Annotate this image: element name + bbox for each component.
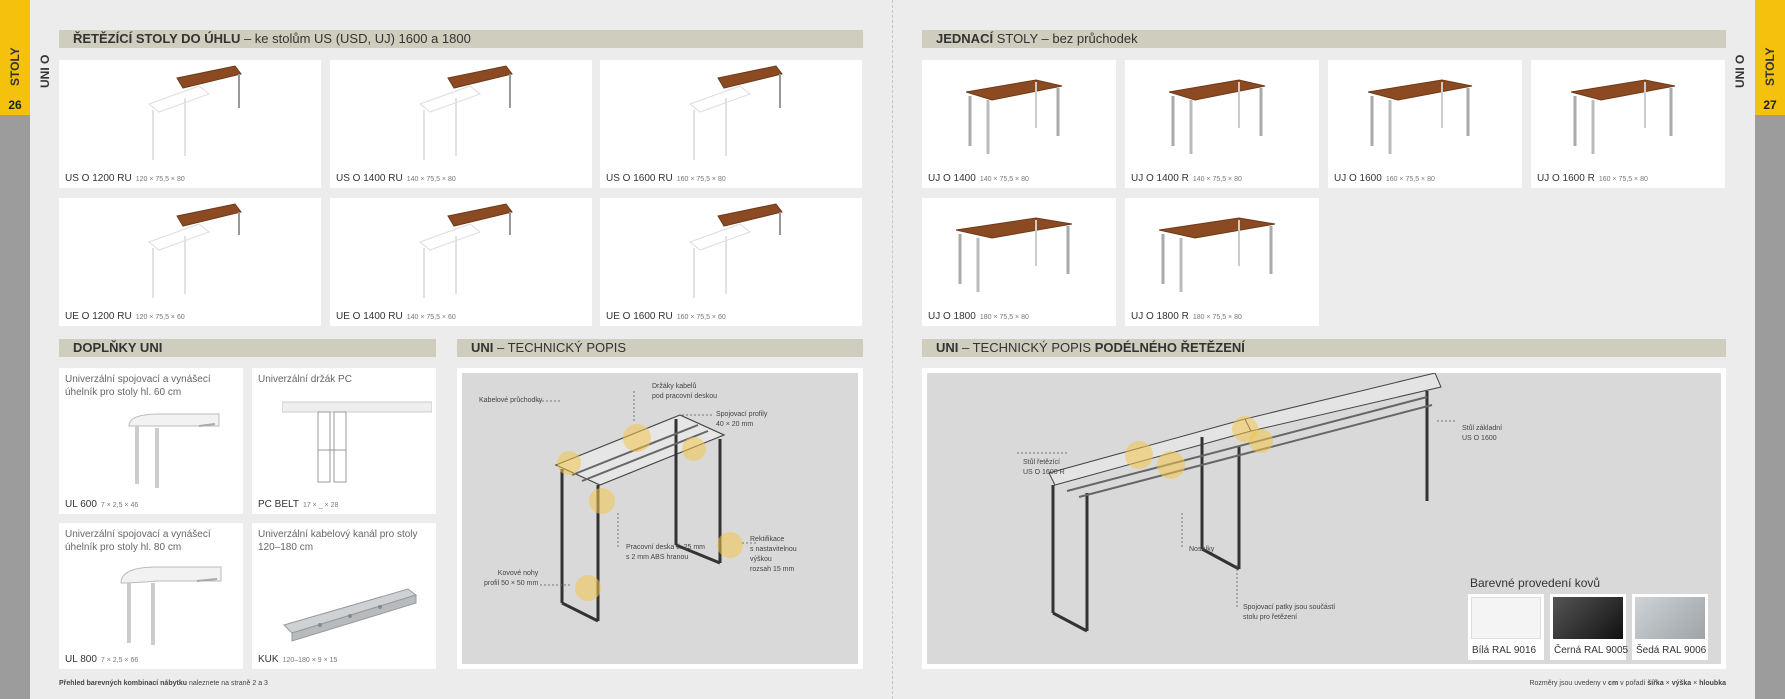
accessory-name: UL 600 bbox=[65, 499, 97, 510]
product-dim: 160 × 75,5 × 80 bbox=[1385, 176, 1435, 183]
corner-product-card[interactable] bbox=[59, 60, 321, 188]
meeting-table-illustration bbox=[1159, 212, 1289, 302]
left-page-number: 26 bbox=[0, 95, 30, 115]
accessory-dim: 7 × 2,5 × 66 bbox=[100, 657, 139, 664]
product-dim: 140 × 75,5 × 80 bbox=[979, 176, 1029, 183]
product-dim: 140 × 75,5 × 80 bbox=[1192, 176, 1242, 183]
table-frame-diagram bbox=[462, 373, 858, 664]
accessories-header: DOPLŇKY UNI bbox=[59, 339, 436, 357]
right-series-label: UNI O bbox=[1733, 54, 1747, 88]
highlight-dot bbox=[1157, 451, 1185, 479]
meeting-product-card[interactable] bbox=[922, 60, 1116, 188]
accessory-card-pc-belt[interactable] bbox=[252, 368, 436, 514]
product-dim: 160 × 75,5 × 80 bbox=[676, 176, 726, 183]
accessory-card-ul800[interactable] bbox=[59, 523, 243, 669]
product-name: US O 1600 RU bbox=[606, 173, 673, 184]
color-swatch-black[interactable] bbox=[1550, 594, 1629, 660]
right-page-number: 27 bbox=[1755, 95, 1785, 115]
meeting-product-card[interactable] bbox=[1328, 60, 1522, 188]
cable-channel-illustration bbox=[280, 583, 420, 643]
note-chaining-table: Stůl řetězící US O 1600 R bbox=[1023, 459, 1065, 476]
page-divider bbox=[892, 0, 893, 699]
accessory-dim: 120–180 × 9 × 15 bbox=[282, 657, 338, 664]
long-chaining-diagram bbox=[922, 368, 1726, 669]
swatch-fill bbox=[1635, 597, 1705, 639]
product-dim: 140 × 75,5 × 80 bbox=[406, 176, 456, 183]
product-dim: 120 × 75,5 × 80 bbox=[135, 176, 185, 183]
accessory-card-kuk[interactable] bbox=[252, 523, 436, 669]
product-name: US O 1400 RU bbox=[336, 173, 403, 184]
note-base-table: Stůl základní US O 1600 bbox=[1462, 425, 1503, 442]
accessory-name: UL 800 bbox=[65, 654, 97, 665]
corner-desk-illustration bbox=[410, 64, 520, 164]
bracket-illustration bbox=[113, 561, 229, 647]
meeting-product-card[interactable] bbox=[1125, 198, 1319, 326]
corner-product-card[interactable] bbox=[330, 60, 592, 188]
corner-desk-illustration bbox=[680, 202, 790, 302]
swatch-label: Bílá RAL 9016 bbox=[1472, 645, 1537, 656]
highlight-dot bbox=[623, 424, 651, 452]
product-name: UJ O 1800 R bbox=[1131, 311, 1189, 322]
corner-product-card[interactable] bbox=[600, 60, 862, 188]
meeting-table-illustration bbox=[956, 212, 1086, 302]
pc-holder-illustration bbox=[282, 390, 432, 490]
accessory-caption: Univerzální spojovací a vynášecí úhelník pro stoly hl. 60 cm bbox=[65, 374, 211, 398]
meeting-table-illustration bbox=[1368, 74, 1486, 164]
product-name: UJ O 1600 R bbox=[1537, 173, 1595, 184]
product-dim: 180 × 75,5 × 80 bbox=[979, 314, 1029, 321]
highlight-dot bbox=[717, 532, 743, 558]
corner-product-card[interactable] bbox=[600, 198, 862, 326]
meeting-table-illustration bbox=[1169, 74, 1279, 164]
meeting-tables-header: JEDNACÍ STOLY – bez průchodek bbox=[922, 30, 1726, 48]
accessory-caption: Univerzální spojovací a vynášecí úhelník pro stoly hl. 80 cm bbox=[65, 529, 211, 553]
right-section-label: STOLY bbox=[1763, 47, 1777, 86]
bracket-illustration bbox=[119, 406, 229, 492]
note-connecting-feet: Spojovací patky jsou součástí stolu pro řetězení bbox=[1243, 604, 1336, 621]
right-section-tab bbox=[1755, 0, 1785, 95]
product-name: UJ O 1400 bbox=[928, 173, 976, 184]
note-work-surface: Pracovní deska tl. 25 mm s 2 mm ABS hranou bbox=[626, 544, 705, 561]
long-chaining-header: UNI – TECHNICKÝ POPIS PODÉLNÉHO ŘETĚZENÍ bbox=[922, 339, 1726, 357]
product-dim: 180 × 75,5 × 80 bbox=[1192, 314, 1242, 321]
swatch-label: Šedá RAL 9006 bbox=[1636, 645, 1707, 656]
left-series-label: UNI O bbox=[38, 54, 52, 88]
note-leveling: Rektifikace s nastavitelnou výškou rozsah 15 mm bbox=[750, 536, 797, 573]
meeting-product-card[interactable] bbox=[1125, 60, 1319, 188]
highlight-dot bbox=[575, 575, 601, 601]
product-dim: 120 × 75,5 × 60 bbox=[135, 314, 185, 321]
left-section-tab bbox=[0, 0, 30, 95]
swatch-label: Černá RAL 9005 bbox=[1554, 645, 1629, 656]
product-name: UJ O 1800 bbox=[928, 311, 976, 322]
note-cable-grommets: Kabelové průchodky bbox=[479, 397, 543, 404]
tech-diagram bbox=[457, 368, 863, 669]
color-swatch-white[interactable] bbox=[1468, 594, 1544, 660]
accessory-dim: 7 × 2,5 × 46 bbox=[100, 502, 139, 509]
note-cable-holders: Držáky kabelů pod pracovní deskou bbox=[652, 383, 717, 400]
accessory-caption: Univerzální držák PC bbox=[258, 374, 352, 385]
meeting-product-card[interactable] bbox=[1531, 60, 1725, 188]
swatch-fill bbox=[1471, 597, 1541, 639]
note-connecting-profiles: Spojovací profily 40 × 20 mm bbox=[716, 411, 768, 428]
metal-colors-title: Barevné provedení kovů bbox=[1470, 576, 1601, 590]
color-swatch-grey[interactable] bbox=[1632, 594, 1708, 660]
accessory-card-ul600[interactable] bbox=[59, 368, 243, 514]
note-metal-legs: Kovové nohy profil 50 × 50 mm bbox=[484, 570, 539, 587]
highlight-dot bbox=[557, 451, 581, 475]
corner-desk-illustration bbox=[410, 202, 520, 302]
tech-header: UNI – TECHNICKÝ POPIS bbox=[457, 339, 863, 357]
highlight-dot bbox=[682, 437, 706, 461]
product-name: UJ O 1400 R bbox=[1131, 173, 1189, 184]
left-section-label: STOLY bbox=[8, 47, 22, 86]
accessory-name: PC BELT bbox=[258, 499, 299, 510]
corner-desk-illustration bbox=[680, 64, 790, 164]
highlight-dot bbox=[1249, 429, 1273, 453]
corner-product-card[interactable] bbox=[330, 198, 592, 326]
product-name: UJ O 1600 bbox=[1334, 173, 1382, 184]
product-name: UE O 1200 RU bbox=[65, 311, 132, 322]
corner-tables-header: ŘETĚZÍCÍ STOLY DO ÚHLU – ke stolům US (USD, UJ) 1600 a 1800 bbox=[59, 30, 863, 48]
corner-desk-illustration bbox=[139, 202, 249, 302]
product-name: UE O 1400 RU bbox=[336, 311, 403, 322]
highlight-dot bbox=[1125, 441, 1153, 469]
footer-color-overview: Přehled barevných kombinací nábytku naleznete na straně 2 a 3 bbox=[59, 680, 268, 687]
accessory-caption: Univerzální kabelový kanál pro stoly 120–180 cm bbox=[258, 529, 418, 553]
swatch-fill bbox=[1553, 597, 1623, 639]
meeting-product-card[interactable] bbox=[922, 198, 1116, 326]
meeting-table-illustration bbox=[966, 74, 1076, 164]
product-dim: 160 × 75,5 × 80 bbox=[1598, 176, 1648, 183]
accessory-name: KUK bbox=[258, 654, 279, 665]
corner-desk-illustration bbox=[139, 64, 249, 164]
corner-product-card[interactable] bbox=[59, 198, 321, 326]
product-name: US O 1200 RU bbox=[65, 173, 132, 184]
product-dim: 140 × 75,5 × 60 bbox=[406, 314, 456, 321]
product-dim: 160 × 75,5 × 60 bbox=[676, 314, 726, 321]
product-name: UE O 1600 RU bbox=[606, 311, 673, 322]
footer-dimensions-note: Rozměry jsou uvedeny v cm v pořadí šířka × výška × hloubka bbox=[1529, 680, 1726, 687]
meeting-table-illustration bbox=[1571, 74, 1689, 164]
accessory-dim: 17 × _ × 28 bbox=[302, 502, 339, 509]
highlight-dot bbox=[589, 488, 615, 514]
note-beams: Nosníky bbox=[1189, 546, 1215, 553]
